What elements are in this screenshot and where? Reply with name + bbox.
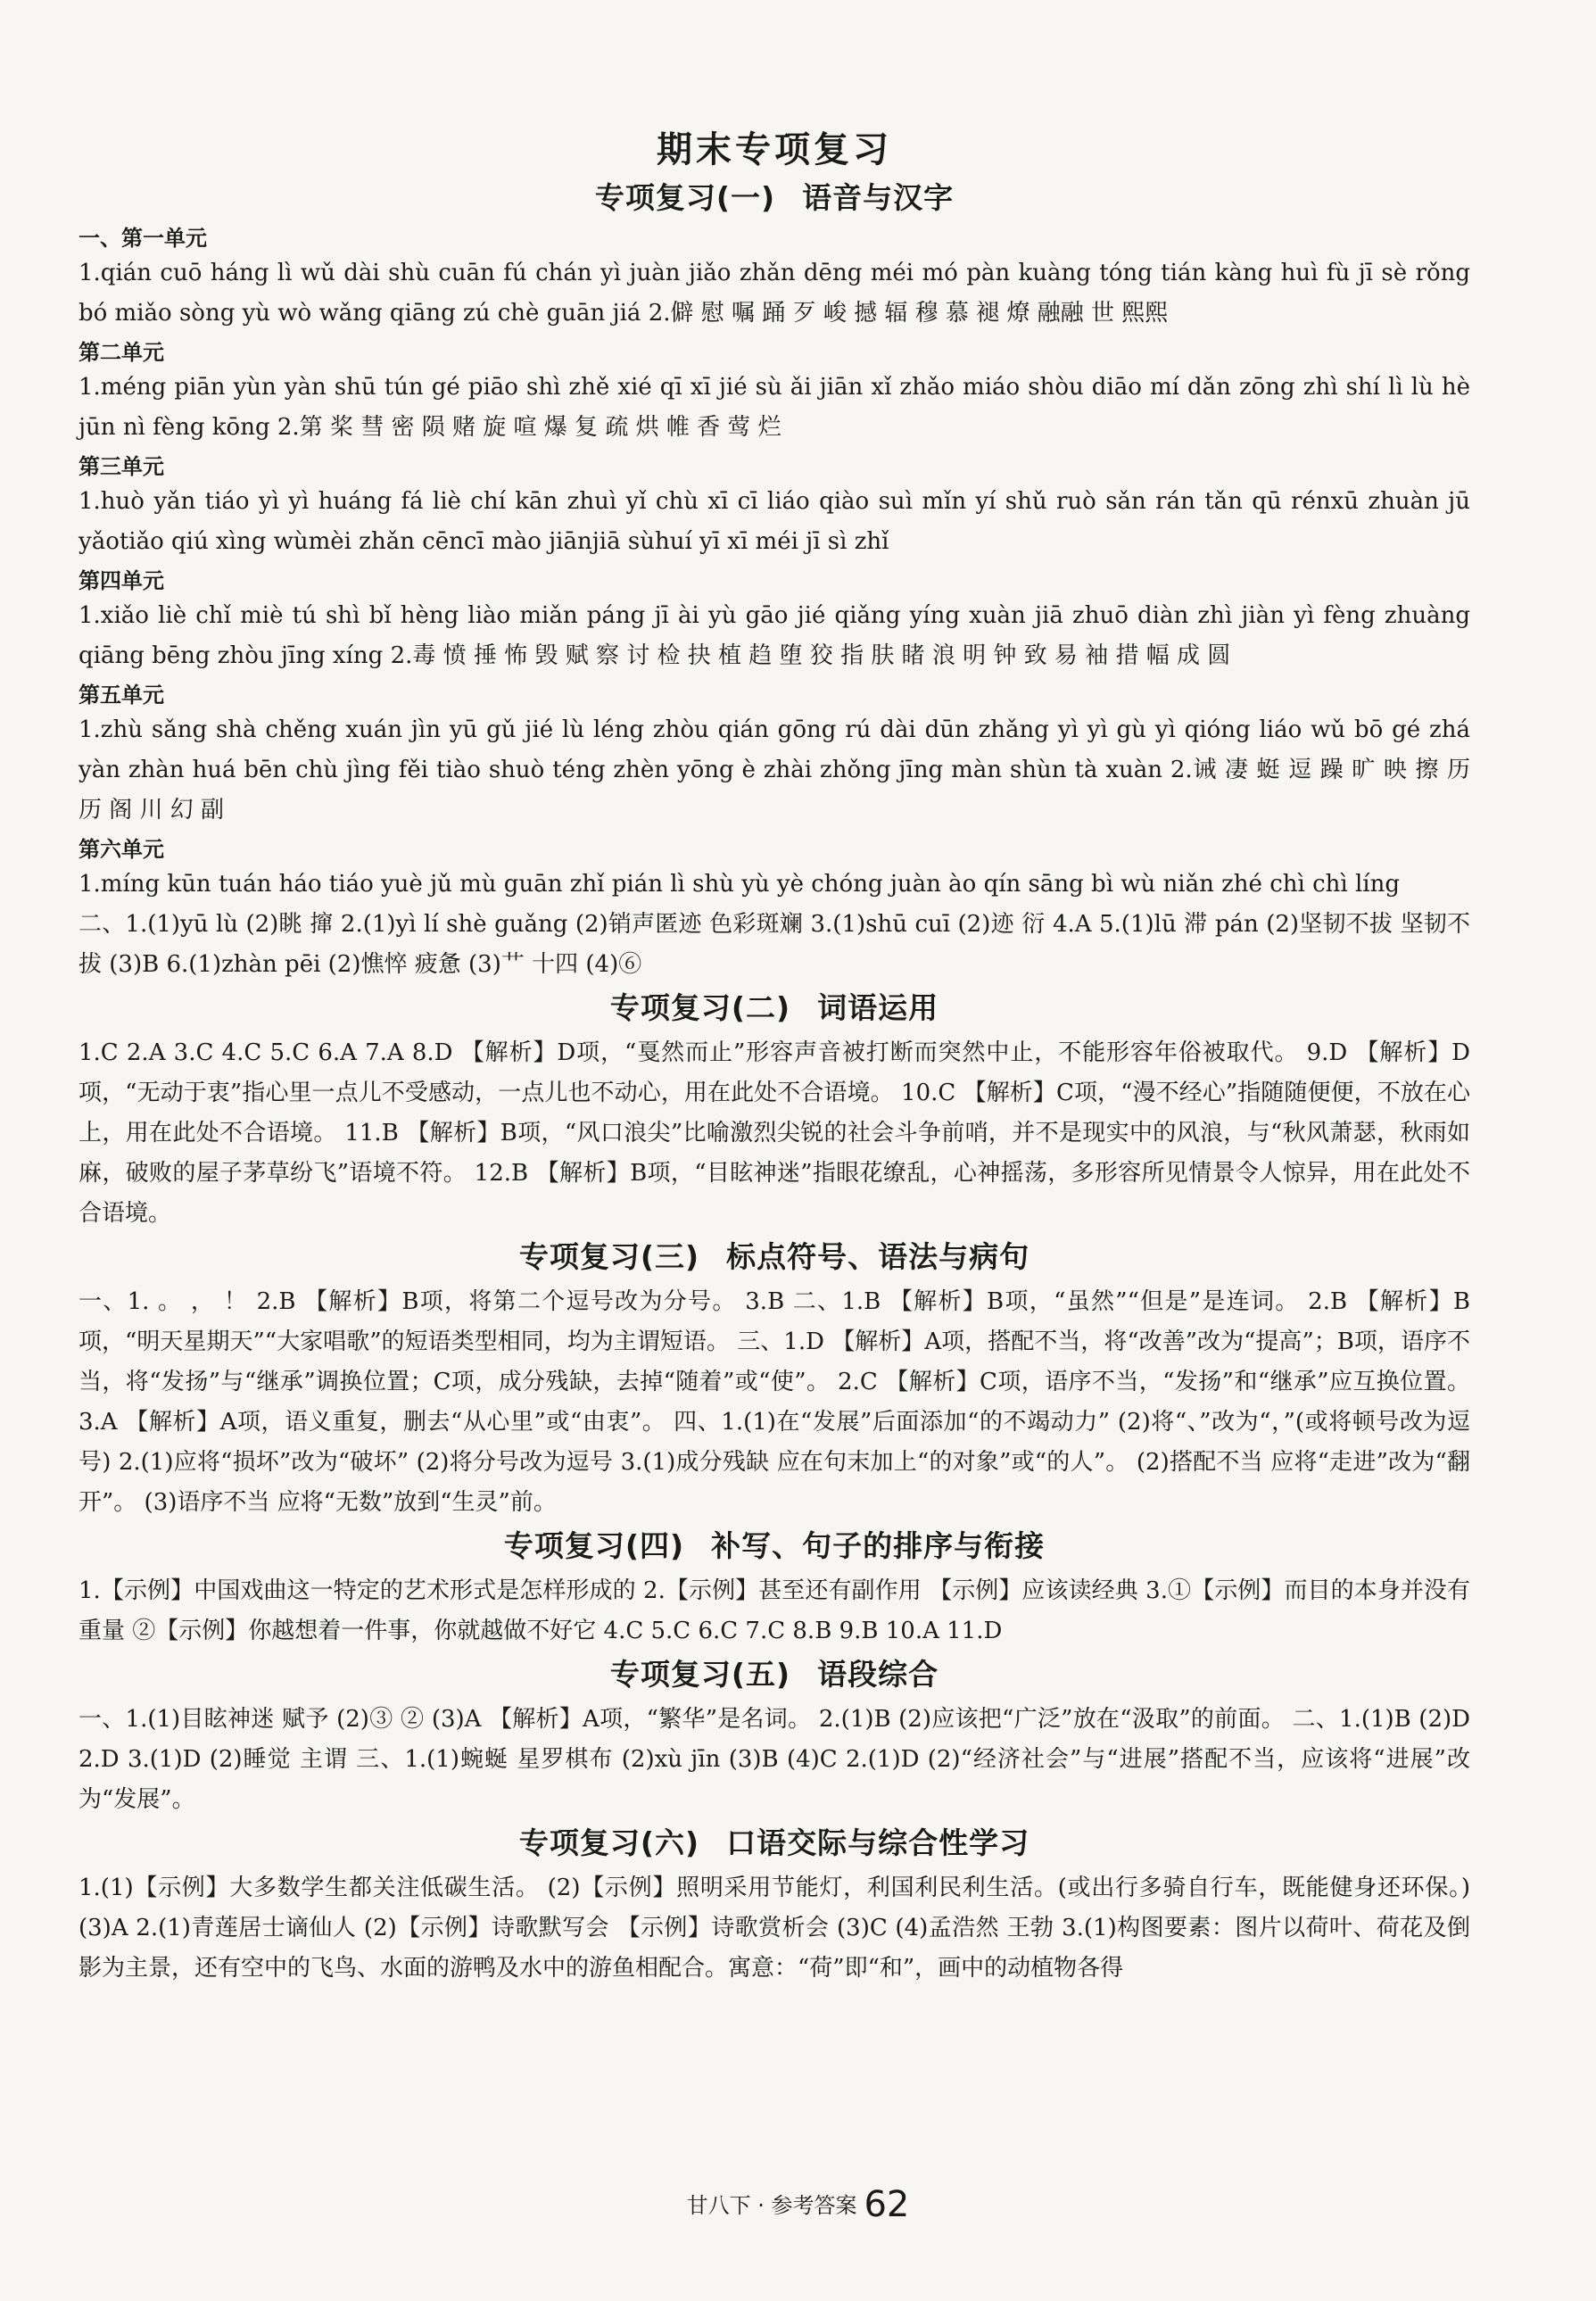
section-label: 专项复习(六) (518, 1825, 700, 1860)
section-answers-3: 一、1. 。 ， ！ 2.B 【解析】B项，将第二个逗号改为分号。 3.B 二、1.B 【解析】B项，“虽然”“但是”是连词。 2.B 【解析】B项，“明天星期天”“大家唱歌”的短语类型相同，均为主谓短语。 三、1.D 【解析】A项，搭配不当，将“改善”改为“提高”；B项，语序不当，将“发扬”与“继承”调换位置；C项，成分残缺，去掉“随着”或“使”。 2.C 【解析】C项，语序不当，“发扬”和“继承”应互换位置。 3.A 【解析】A项，语义重复，删去“从心里”或“由衷”。 四、1.(1)在“发展”后面添加“的不竭动力” (2)将“、”改为“，”(或将顿号改为逗号) 2.(1)应将“损坏”改为“破坏” (2)将分号改为逗号 3.(1)成分残缺 应在句末加上“的对象”或“的人”。 (2)搭配不当 应将“走进”改为“翻开”。 (3)语序不当 应将“无数”放到“生灵”前。 (79, 1288, 1470, 1516)
section-title-1 (79, 177, 1470, 219)
section-name: 标点符号、语法与病句 (726, 1239, 1030, 1274)
section-title-2 (79, 987, 1470, 1030)
part-two-answers: 二、1.(1)yū lù (2)眺 撺 2.(1)yì lí shè guǎng (2)销声匿迹 色彩斑斓 3.(1)shū cuī (2)迹 衍 4.A 5.(1)lū 滞 pán (2)坚韧不拔 坚韧不拔 (3)B 6.(1)zhàn pēi (2)憔悴 疲惫 (3)艹 十四 (4)⑥ (79, 911, 1470, 978)
unit-answer-5: 1.zhù sǎng shà chěng xuán jìn yū gǔ jié lù léng zhòu qián gōng rú dài dūn zhǎng yì yì gù yì qióng liáo wǔ bō gé zhá yàn zhàn huá bēn chù jìng fěi tiào shuò téng zhèn yōng è zhài zhǒng jīng màn shùn tà xuàn 2.诫 凄 蜓 逗 躁 旷 映 擦 历历 阁 川 幻 副 (79, 716, 1470, 824)
section-label: 专项复习(一) (594, 180, 776, 215)
section-title-6 (79, 1822, 1470, 1865)
unit-answer-4: 1.xiǎo liè chǐ miè tú shì bǐ hèng liào miǎn páng jī ài yù gāo jié qiǎng yíng xuàn jiā zhuō diàn zhì jiàn yì fèng zhuàng qiāng bēng zhòu jīng xíng 2.毒 愤 捶 怖 毁 赋 察 讨 检 抉 植 趋 堕 狡 指 肤 睹 浪 明 钟 致 易 袖 措 幅 成 圆 (79, 602, 1470, 669)
section-name: 语段综合 (817, 1657, 939, 1692)
unit-heading-5: 第五单元 (79, 683, 164, 708)
unit-heading-2: 第二单元 (79, 340, 164, 365)
unit-answer-1: 1.qián cuō háng lì wǔ dài shù cuān fú chán yì juàn jiǎo zhǎn dēng méi mó pàn kuàng tóng tián kàng huì fù jī sè rǒng bó miǎo sòng yù wò wǎng qiāng zú chè guān jiá 2.僻 慰 嘱 踊 歹 峻 撼 辐 穆 慕 褪 燎 融融 世 熙熙 (79, 260, 1470, 327)
unit-answer-2: 1.méng piān yùn yàn shū tún gé piāo shì zhě xié qī xī jié sù ǎi jiān xǐ zhǎo miáo shòu diāo mí dǎn zōng zhì shí lì lù hè jūn nì fèng kōng 2.第 桨 彗 密 陨 赌 旋 喧 爆 复 疏 烘 帷 香 莺 烂 (79, 374, 1470, 441)
page-footer (0, 2184, 1596, 2225)
section-answers-6: 1.(1)【示例】大多数学生都关注低碳生活。 (2)【示例】照明采用节能灯，利国利民利生活。(或出行多骑自行车，既能健身还环保。) (3)A 2.(1)青莲居士谪仙人 (2)【示例】诗歌默写会 【示例】诗歌赏析会 (3)C (4)孟浩然 王勃 3.(1)构图要素：图片以荷叶、荷花及倒影为主景，还有空中的飞鸟、水面的游鸭及水中的游鱼相配合。寓意：“荷”即“和”，画中的动植物各得 (79, 1875, 1470, 1982)
section-label: 专项复习(三) (518, 1239, 700, 1274)
unit-heading-1: 一、第一单元 (79, 226, 207, 251)
section-title-3 (79, 1236, 1470, 1279)
page-content (79, 125, 1470, 1989)
section-label: 专项复习(五) (609, 1657, 791, 1692)
section-title-5 (79, 1653, 1470, 1696)
unit-heading-3: 第三单元 (79, 454, 164, 479)
section-answers-5: 一、1.(1)目眩神迷 赋予 (2)③ ② (3)A 【解析】A项，“繁华”是名词。 2.(1)B (2)应该把“广泛”放在“汲取”的前面。 二、1.(1)B (2)D 2.D 3.(1)D (2)睡觉 主谓 三、1.(1)蜿蜒 星罗棋布 (2)xù jīn (3)B (4)C 2.(1)D (2)“经济社会”与“进展”搭配不当，应该将“进展”改为“发展”。 (79, 1706, 1470, 1813)
page-title: 期末专项复习 (657, 129, 892, 170)
unit-answer-6: 1.míng kūn tuán háo tiáo yuè jǔ mù guān zhǐ pián lì shù yù yè chóng juàn ào qín sāng bì wù niǎn zhé chì chì líng (79, 871, 1400, 898)
section-name: 词语运用 (817, 990, 939, 1025)
section-label: 专项复习(二) (609, 990, 791, 1025)
section-answers-4: 1.【示例】中国戏曲这一特定的艺术形式是怎样形成的 2.【示例】甚至还有副作用 【示例】应该读经典 3.①【示例】而目的本身并没有重量 ②【示例】你越想着一件事，你就越做不好它 4.C 5.C 6.C 7.C 8.B 9.B 10.A 11.D (79, 1577, 1470, 1644)
footer-label: 甘八下 · 参考答案 (686, 2193, 857, 2218)
section-title-4 (79, 1525, 1470, 1568)
unit-heading-4: 第四单元 (79, 568, 164, 593)
section-answers-2: 1.C 2.A 3.C 4.C 5.C 6.A 7.A 8.D 【解析】D项，“戛然而止”形容声音被打断而突然中止，不能形容年俗被取代。 9.D 【解析】D项，“无动于衷”指心里一点儿不受感动，一点儿也不动心，用在此处不合语境。 10.C 【解析】C项，“漫不经心”指随随便便，不放在心上，用在此处不合语境。 11.B 【解析】B项，“风口浪尖”比喻激烈尖锐的社会斗争前哨，并不是现实中的风浪，与“秋风萧瑟，秋雨如麻，破败的屋子茅草纷飞”语境不符。 12.B 【解析】B项，“目眩神迷”指眼花缭乱，心神摇荡，多形容所见情景令人惊异，用在此处不合语境。 (79, 1039, 1470, 1227)
section-label: 专项复习(四) (503, 1528, 685, 1563)
section-name: 补写、句子的排序与衔接 (711, 1528, 1046, 1563)
unit-answer-3: 1.huò yǎn tiáo yì yì huáng fá liè chí kān zhuì yǐ chù xī cī liáo qiào suì mǐn yí shǔ ruò sǎn rán tǎn qū rénxū zhuàn jū yǎotiǎo qiú xìng wùmèi zhǎn cēncī mào jiānjiā sùhuí yī xī méi jī sì zhǐ (79, 488, 1470, 555)
unit-heading-6: 第六单元 (79, 837, 164, 862)
section-name: 语音与汉字 (802, 180, 955, 215)
page-number: 62 (864, 2184, 910, 2225)
section-name: 口语交际与综合性学习 (726, 1825, 1030, 1860)
